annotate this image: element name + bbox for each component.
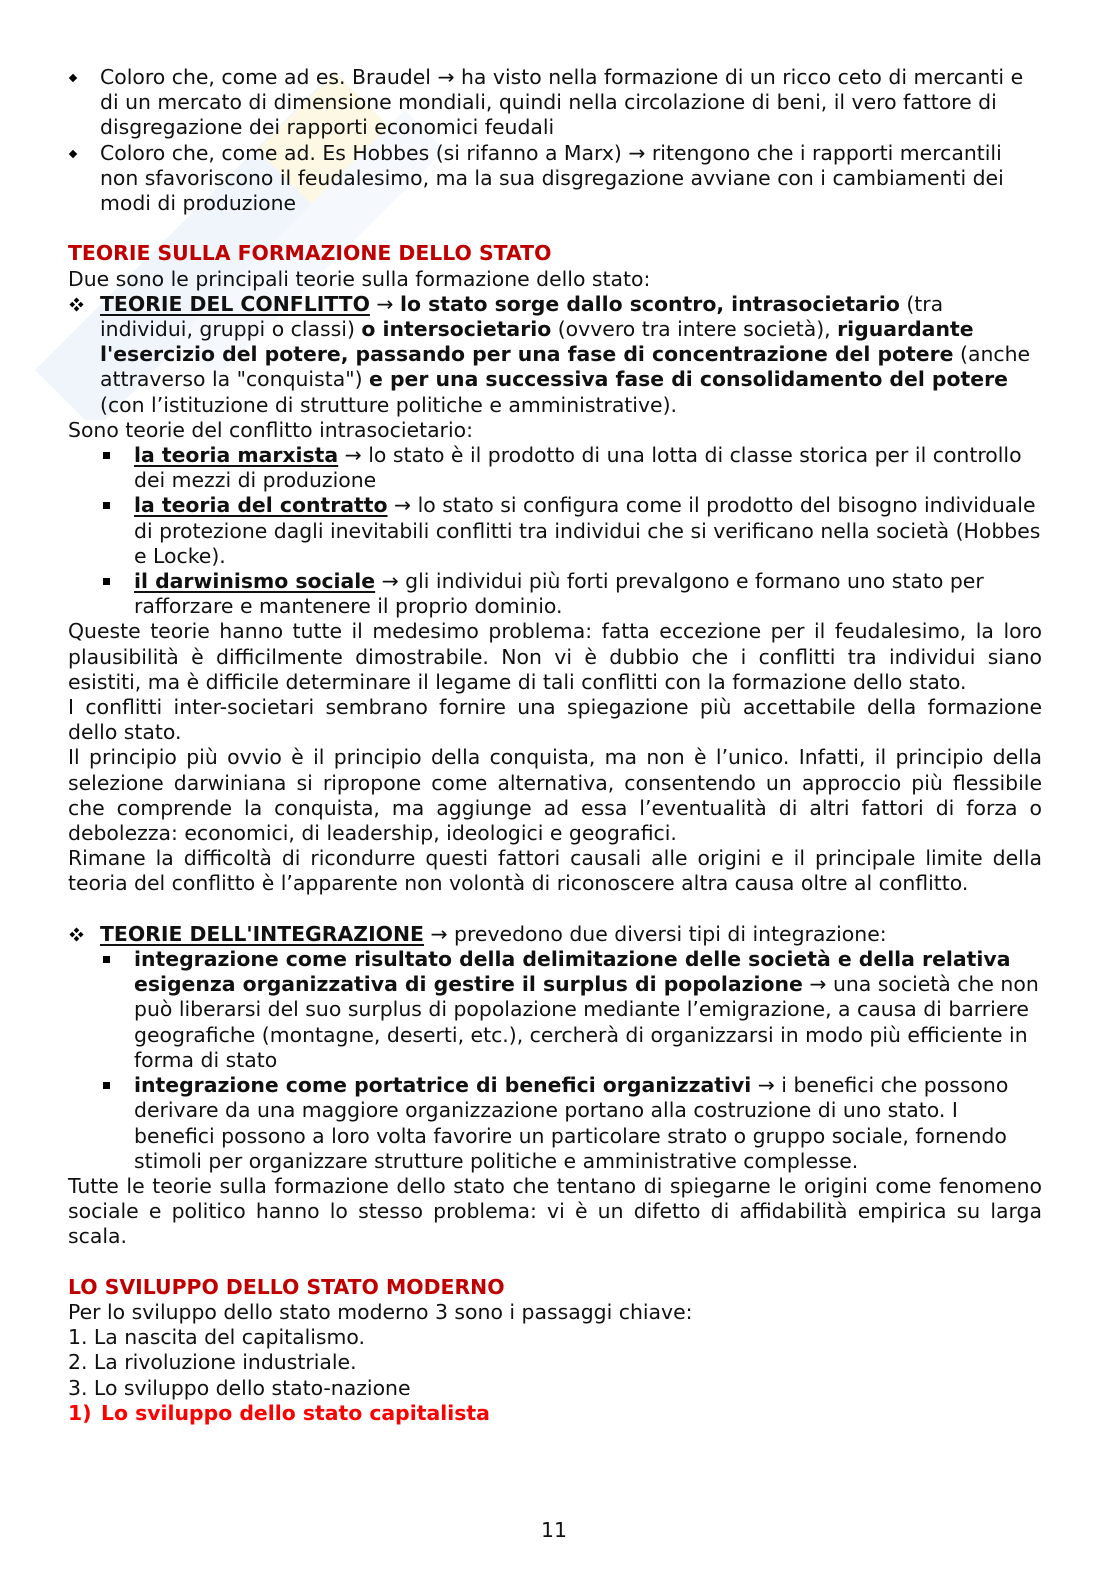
diamond-bullet-icon: [69, 74, 77, 82]
sub-list-item: [68, 947, 1042, 1073]
theory-item-integration: [68, 922, 1042, 947]
sub-item-text: → lo stato si configura come il prodotto del bisogno individuale di protezione dagli inevitabili conflitti tra individui che si verificano nella società (Hobbes e Locke).: [134, 493, 1041, 568]
text-segment: (anche attraverso la "conquista"): [100, 342, 1031, 392]
section-intro: Due sono le principali teorie sulla formazione dello stato:: [68, 266, 651, 291]
sub-item-text: → lo stato è il prodotto di una lotta di classe storica per il controllo dei mezzi di produzione: [134, 443, 1022, 493]
text-segment-bold: riguardante l'esercizio del potere, passando per una fase di concentrazione del potere: [100, 317, 974, 367]
sub-item-title: integrazione come risultato della delimitazione delle società e della relativa esigenza organizzativa di gestire il surplus di popolazione: [134, 947, 1011, 997]
numbered-step: 2. La rivoluzione industriale.: [68, 1350, 357, 1375]
section-heading: TEORIE SULLA FORMAZIONE DELLO STATO: [68, 241, 552, 266]
sub-item-text: → i benefici che possono derivare da una maggiore organizzazione portano alla costruzione di uno stato. I benefici possono a loro volta favorire un particolare strato o gruppo sociale, fornendo stimoli per organizzare strutture politiche e amministrative complesse.: [134, 1073, 1009, 1173]
list-intro: Sono teorie del conflitto intrasocietario:: [68, 417, 473, 442]
square-bullet-icon: [103, 502, 110, 509]
spacer: [68, 897, 1042, 922]
sub-item-title: la teoria del contratto: [134, 493, 388, 518]
numbered-step: 1. La nascita del capitalismo.: [68, 1325, 366, 1350]
text-segment-bold: lo stato sorge dallo scontro, intrasocietario: [400, 291, 900, 316]
four-diamond-bullet-icon: [69, 297, 84, 312]
subsection-title: Lo sviluppo dello stato capitalista: [101, 1400, 490, 1425]
sub-item-title: il darwinismo sociale: [134, 569, 376, 594]
sub-item-title: integrazione come portatrice di benefici organizzativi: [134, 1073, 752, 1098]
sub-list-item: [68, 1073, 1042, 1174]
list-item: [68, 141, 1042, 217]
text-segment: (tra individui, gruppi o classi): [100, 291, 944, 342]
theory-item-conflict: [68, 292, 1042, 418]
numbered-step: 3. Lo sviluppo dello stato-nazione: [68, 1375, 411, 1400]
sub-list-item: [68, 443, 1042, 493]
body-paragraph: Tutte le teorie sulla formazione dello stato che tentano di spiegarne le origini come fenomeno sociale e politico hanno lo stesso problema: vi è un difetto di affidabilità empirica su larga scala.: [68, 1173, 1042, 1249]
sub-list-item: [68, 493, 1042, 569]
four-diamond-bullet-icon: [69, 927, 84, 942]
list-item-text: Coloro che, come ad es. Braudel → ha visto nella formazione di un ricco ceto di mercanti e di un mercato di dimensione mondiali, quindi nella circolazione di beni, il vero fattore di disgregazione dei rapporti economici feudali: [100, 65, 1024, 140]
square-bullet-icon: [103, 452, 110, 459]
theory-title: TEORIE DELL'INTEGRAZIONE: [100, 921, 424, 946]
sub-item-text: → gli individui più forti prevalgono e formano uno stato per rafforzare e mantenere il proprio dominio.: [134, 569, 984, 619]
sub-item-text: → una società che non può liberarsi del suo surplus di popolazione mediante l’emigrazione, a causa di barriere geografiche (montagne, deserti, etc.), cercherà di organizzarsi in modo più efficiente in forma di stato: [134, 972, 1039, 1072]
text-segment-bold: o intersocietario: [361, 317, 552, 342]
page-content: [68, 65, 1042, 1426]
text-segment: (ovvero tra intere società),: [551, 317, 838, 342]
body-paragraph: I conflitti inter-societari sembrano fornire una spiegazione più accettabile della formazione dello stato.: [68, 695, 1042, 745]
theory-title: TEORIE DEL CONFLITTO: [100, 291, 370, 316]
text-segment-bold: e per una successiva fase di consolidamento del potere: [369, 367, 1009, 392]
diamond-bullet-icon: [69, 149, 77, 157]
list-item-text: Coloro che, come ad. Es Hobbes (si rifanno a Marx) → ritengono che i rapporti mercantili non sfavoriscono il feudalesimo, ma la sua disgregazione avviane con i cambiamenti dei modi di produzione: [100, 140, 1004, 216]
square-bullet-icon: [103, 1082, 110, 1089]
spacer: [68, 1250, 1042, 1275]
subsection-heading: [68, 1401, 1042, 1426]
square-bullet-icon: [103, 956, 110, 963]
body-paragraph: Queste teorie hanno tutte il medesimo problema: fatta eccezione per il feudalesimo, la loro plausibilità è difficilmente dimostrabile. Non vi è dubbio che i conflitti tra individui siano esistiti, ma è difficile determinare il legame di tali conflitti con la formazione dello stato.: [68, 619, 1042, 694]
sub-list-item: [68, 569, 1042, 619]
text-segment: (con l’istituzione di strutture politiche e amministrative).: [100, 392, 678, 417]
text-segment: → prevedono due diversi tipi di integrazione:: [423, 921, 887, 946]
sub-item-title: la teoria marxista: [134, 443, 339, 468]
subsection-number: 1): [68, 1400, 92, 1425]
spacer: [68, 216, 1042, 241]
page-number: 11: [541, 1518, 567, 1542]
body-paragraph: Rimane la difficoltà di ricondurre questi fattori causali alle origini e il principale limite della teoria del conflitto è l’apparente non volontà di riconoscere altra causa oltre al conflitto.: [68, 846, 1042, 896]
section-heading: LO SVILUPPO DELLO STATO MODERNO: [68, 1274, 505, 1299]
list-item: [68, 65, 1042, 141]
text-segment: →: [369, 291, 400, 316]
body-paragraph: Il principio più ovvio è il principio della conquista, ma non è l’unico. Infatti, il principio della selezione darwiniana si ripropone come alternativa, consentendo un approccio più flessibile che comprende la conquista, ma aggiunge ad essa l’eventualità di altri fattori di forza o debolezza: economici, di leadership, ideologici e geografici.: [68, 745, 1042, 846]
section-intro: Per lo sviluppo dello stato moderno 3 sono i passaggi chiave:: [68, 1299, 693, 1324]
square-bullet-icon: [103, 578, 110, 585]
